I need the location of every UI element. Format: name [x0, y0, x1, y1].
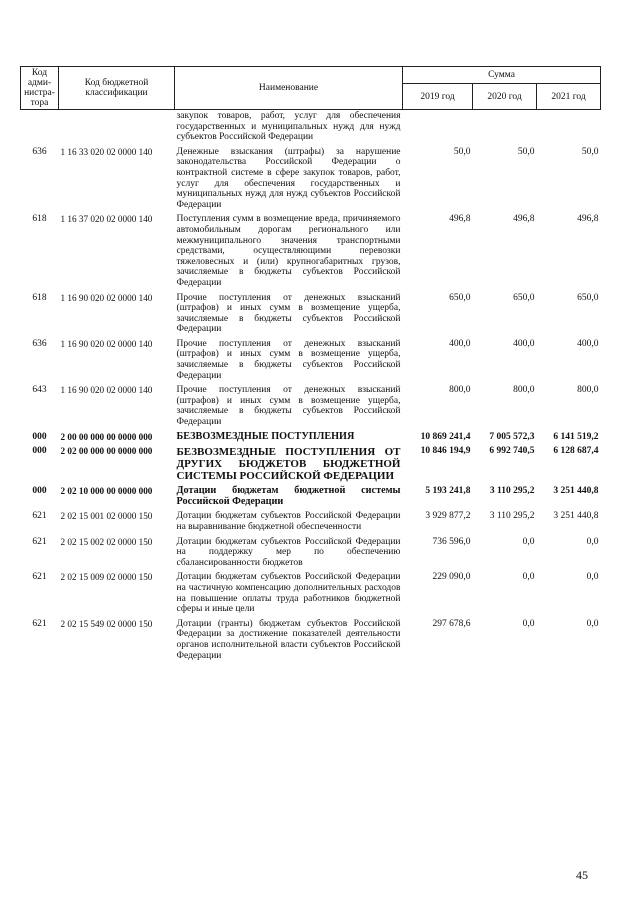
sum-2019: 3 929 877,2: [425, 511, 471, 522]
budget-code: 1 16 33 020 02 0000 140: [60, 146, 153, 157]
table-row: [21, 485, 601, 510]
table-row: [21, 510, 601, 535]
sum-2021: 800,0: [577, 385, 599, 396]
sum-2020: 496,8: [513, 214, 535, 225]
row-name: Прочие поступления от денежных взысканий (штрафов) и иных сумм в возмещение ущерба, зачисляемые в бюджеты субъектов Российской Федерации: [176, 292, 401, 335]
table-row: [21, 445, 601, 485]
header-year-2020: 2020 год: [473, 84, 537, 110]
budget-code: 1 16 90 020 02 0000 140: [60, 385, 153, 396]
sum-2021: 3 251 440,8: [553, 486, 599, 497]
budget-code: 2 02 15 002 02 0000 150: [60, 536, 153, 547]
budget-code: 2 00 00 000 00 0000 000: [60, 431, 153, 442]
table-row: [21, 146, 601, 214]
admin-code: 621: [32, 511, 47, 522]
sum-2019: 400,0: [449, 338, 471, 349]
budget-code: 2 02 10 000 00 0000 000: [60, 486, 153, 497]
header-year-2019: 2019 год: [403, 84, 473, 110]
admin-code: [21, 110, 59, 146]
admin-code: 621: [32, 536, 47, 547]
sum-2019: 10 846 194,9: [420, 446, 471, 457]
table-row: [21, 536, 601, 572]
sum-2020: 3 110 295,2: [489, 486, 535, 497]
sum-2020: [473, 110, 537, 146]
admin-code: 621: [32, 572, 47, 583]
table-row: [21, 213, 601, 291]
admin-code: 636: [32, 338, 47, 349]
budget-code: 2 02 15 009 02 0000 150: [60, 572, 153, 583]
budget-revenue-table: [20, 66, 601, 664]
sum-2021: [537, 110, 601, 146]
sum-2019: 10 869 241,4: [420, 431, 471, 442]
budget-code: 2 02 15 549 02 0000 150: [60, 618, 153, 629]
sum-2020: 650,0: [513, 292, 535, 303]
budget-code: 2 02 15 001 02 0000 150: [60, 511, 153, 522]
sum-2021: 496,8: [577, 214, 599, 225]
sum-2021: 6 128 687,4: [553, 446, 599, 457]
row-name: Дотации (гранты) бюджетам субъектов Российской Федерации за достижение показателей деятельности органов исполнительной власти субъектов Российской Федерации: [176, 618, 401, 661]
admin-code: 618: [32, 292, 47, 303]
header-year-2021: 2021 год: [537, 84, 601, 110]
sum-2021: 650,0: [577, 292, 599, 303]
budget-code: 1 16 90 020 02 0000 140: [60, 292, 153, 303]
row-name: БЕЗВОЗМЕЗДНЫЕ ПОСТУПЛЕНИЯ: [176, 430, 355, 442]
sum-2021: 0,0: [586, 536, 599, 547]
header-sum: Сумма: [403, 67, 601, 84]
table-row: [21, 431, 601, 446]
sum-2021: 6 141 519,2: [553, 431, 599, 442]
budget-code: 1 16 37 020 02 0000 140: [60, 214, 153, 225]
table-row: [21, 110, 601, 146]
row-name: Дотации бюджетам бюджетной системы Российской Федерации: [176, 485, 401, 507]
table-row: [21, 571, 601, 617]
sum-2019: 297 678,6: [432, 618, 471, 629]
row-name: Прочие поступления от денежных взысканий (штрафов) и иных сумм в возмещение ущерба, зачисляемые в бюджеты субъектов Российской Федерации: [176, 385, 401, 428]
admin-code: 643: [32, 385, 47, 396]
sum-2020: 0,0: [522, 572, 535, 583]
table-row: [21, 338, 601, 384]
header-admin-code: Код адми-нистра-тора: [21, 67, 59, 110]
admin-code: 000: [32, 486, 47, 497]
page-number: 45: [576, 868, 588, 882]
sum-2021: 0,0: [586, 572, 599, 583]
admin-code: 621: [32, 618, 47, 629]
sum-2021: 0,0: [586, 618, 599, 629]
sum-2019: [403, 110, 473, 146]
table-row: [21, 384, 601, 430]
row-name: БЕЗВОЗМЕЗДНЫЕ ПОСТУПЛЕНИЯ ОТ ДРУГИХ БЮДЖЕТОВ БЮДЖЕТНОЙ СИСТЕМЫ РОССИЙСКОЙ ФЕДЕРАЦИИ: [176, 446, 401, 483]
sum-2021: 400,0: [577, 338, 599, 349]
budget-code: 1 16 90 020 02 0000 140: [60, 338, 153, 349]
table-header: [21, 67, 601, 110]
budget-code: 2 02 00 000 00 0000 000: [60, 446, 153, 457]
sum-2021: 50,0: [581, 146, 599, 157]
row-name: Дотации бюджетам субъектов Российской Федерации на частичную компенсацию дополнительных расходов на повышение оплаты труда работников бюджетной сферы и иные цели: [176, 572, 401, 615]
sum-2020: 6 992 740,5: [489, 446, 535, 457]
budget-code: [59, 110, 175, 146]
header-name: Наименование: [175, 67, 403, 110]
sum-2020: 50,0: [517, 146, 535, 157]
sum-2021: 3 251 440,8: [553, 511, 599, 522]
admin-code: 000: [32, 446, 47, 457]
row-name: Прочие поступления от денежных взысканий (штрафов) и иных сумм в возмещение ущерба, зачисляемые в бюджеты субъектов Российской Федерации: [176, 338, 401, 381]
sum-2020: 800,0: [513, 385, 535, 396]
sum-2019: 50,0: [453, 146, 471, 157]
row-name: Дотации бюджетам субъектов Российской Федерации на поддержку мер по обеспечению сбалансированности бюджетов: [176, 536, 401, 568]
row-name: закупок товаров, работ, услуг для обеспечения государственных и муниципальных нужд для нужд субъектов Российской Федерации: [176, 111, 401, 143]
table-row: [21, 618, 601, 664]
sum-2020: 0,0: [522, 536, 535, 547]
sum-2019: 5 193 241,8: [425, 486, 471, 497]
header-budget-code: Код бюджетной классификации: [59, 67, 175, 110]
table-row: [21, 292, 601, 338]
sum-2020: 7 005 572,3: [489, 431, 535, 442]
sum-2020: 400,0: [513, 338, 535, 349]
row-name: Денежные взыскания (штрафы) за нарушение законодательства Российской Федерации о контрактной системе в сфере закупок товаров, работ, услуг для обеспечения государственных и муниципальных нужд для нужд субъектов Российской Федерации: [176, 146, 401, 210]
sum-2020: 0,0: [522, 618, 535, 629]
sum-2019: 496,8: [449, 214, 471, 225]
admin-code: 618: [32, 214, 47, 225]
admin-code: 000: [32, 431, 47, 442]
row-name: Дотации бюджетам субъектов Российской Федерации на выравнивание бюджетной обеспеченности: [176, 511, 401, 532]
sum-2019: 229 090,0: [432, 572, 471, 583]
row-name: Поступления сумм в возмещение вреда, причиняемого автомобильным дорогам регионального или межмуниципального значения транспортными средствами, осуществляющими перевозки тяжеловесных и (или) крупногабаритных грузов, зачисляемые в бюджеты субъектов Российской Федерации: [176, 214, 401, 288]
sum-2019: 800,0: [449, 385, 471, 396]
admin-code: 636: [32, 146, 47, 157]
sum-2019: 650,0: [449, 292, 471, 303]
sum-2020: 3 110 295,2: [489, 511, 535, 522]
sum-2019: 736 596,0: [432, 536, 471, 547]
